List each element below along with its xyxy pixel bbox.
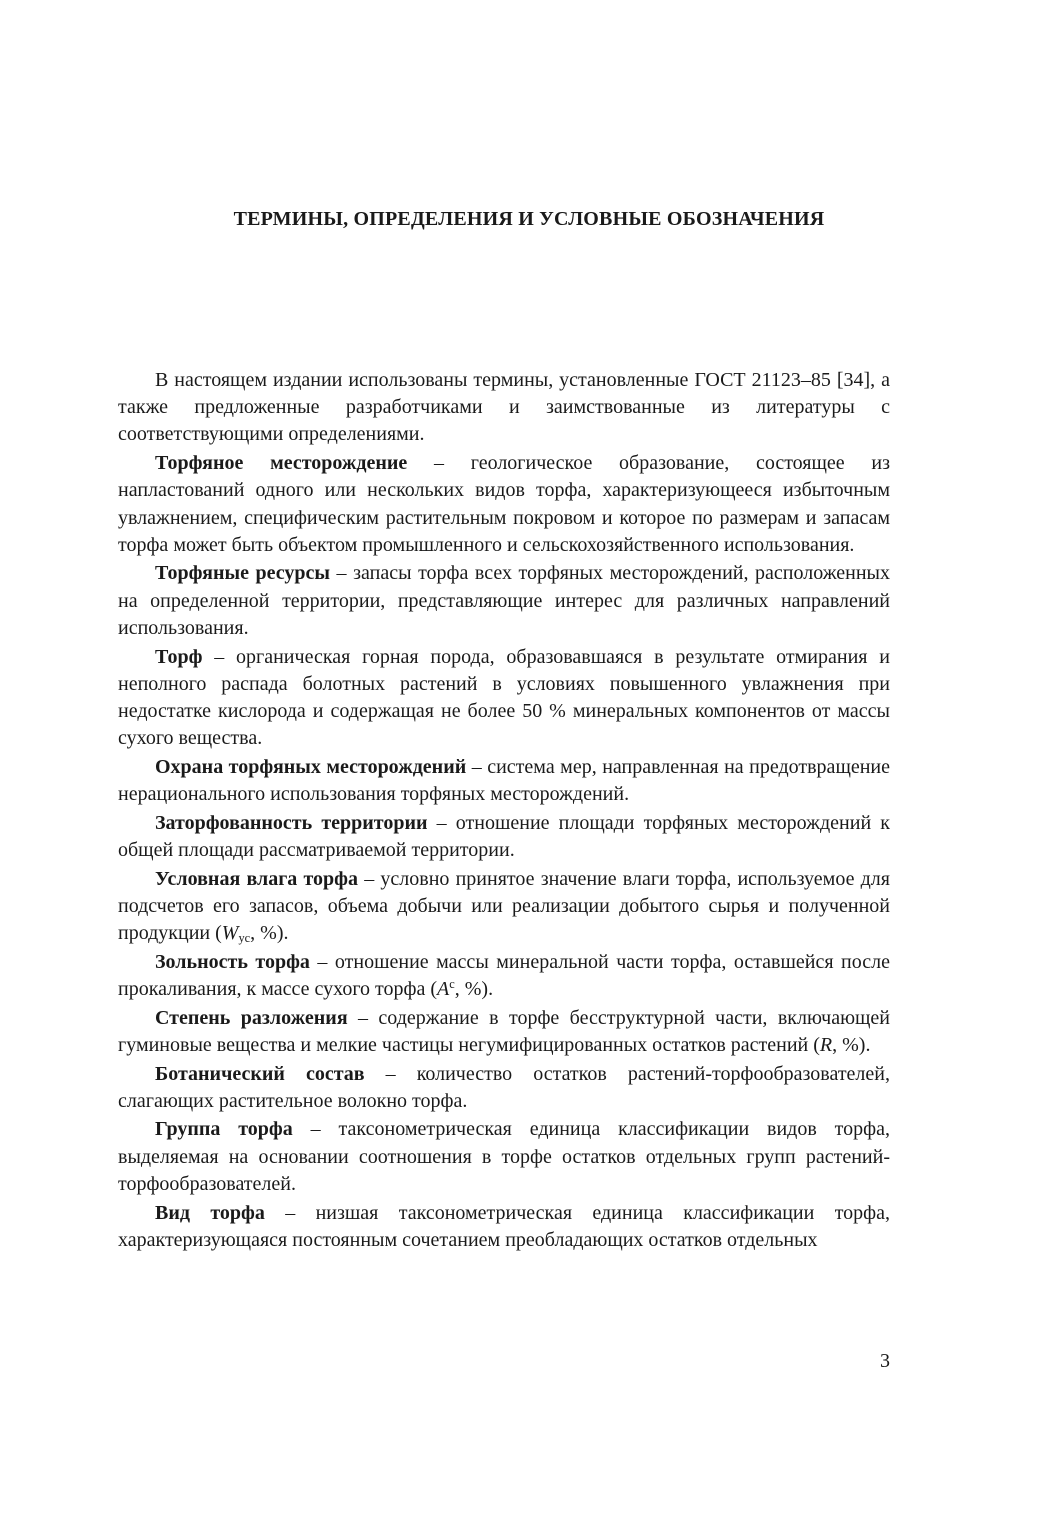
definition-term: Торфяные ресурсы <box>155 562 330 585</box>
definition-symbol: A <box>437 977 450 1000</box>
definition-symbol-superscript: c <box>449 977 455 992</box>
definition-term: Группа торфа <box>155 1118 293 1141</box>
definition-term: Торфяное месторождение <box>155 452 408 475</box>
definition-paragraph <box>118 560 890 642</box>
definition-paragraph <box>118 1061 890 1115</box>
definition-term: Охрана торфяных месторождений <box>155 755 467 778</box>
definition-text: – таксонометрическая единица классификации видов торфа, выделяемая на основании соотношения в торфе остатков отдельных групп растений-торфообразователей. <box>118 1118 890 1195</box>
page-title: ТЕРМИНЫ, ОПРЕДЕЛЕНИЯ И УСЛОВНЫЕ ОБОЗНАЧЕНИЯ <box>233 208 825 230</box>
definition-text: – органическая горная порода, образовавшаяся в результате отмирания и неполного распада болотных растений в условиях повышенного увлажнения при недостатке кислорода и содержащая не более 50 % минеральных компонентов от массы сухого вещества. <box>118 645 890 750</box>
definition-paragraph <box>118 754 890 808</box>
definition-text: – низшая таксонометрическая единица классификации торфа, характеризующаяся постоянным сочетанием преобладающих остатков отдельных <box>118 1201 890 1251</box>
definition-term: Вид торфа <box>155 1201 265 1224</box>
definition-paragraph <box>118 1116 890 1198</box>
definition-paragraph <box>118 1005 890 1059</box>
definition-term: Заторфованность территории <box>155 811 428 834</box>
intro-paragraph: В настоящем издании использованы термины, установленные ГОСТ 21123–85 [34], а также предложенные разработчиками и заимствованные из литературы с соответствующими определениями. <box>118 369 890 446</box>
definition-paragraph <box>118 866 890 948</box>
definition-paragraph <box>118 644 890 753</box>
definition-symbol: W <box>221 922 239 945</box>
definition-text: – количество остатков растений-торфообразователей, слагающих растительное волокно торфа. <box>118 1062 890 1112</box>
definition-term: Зольность торфа <box>155 950 310 973</box>
definition-text: – отношение массы минеральной части торфа, оставшейся после прокаливания, к массе сухого торфа ( <box>118 950 890 1000</box>
definition-term: Торф <box>155 645 203 668</box>
definition-paragraph <box>118 450 890 559</box>
definition-text-end: , %). <box>250 922 289 945</box>
definition-symbol: R <box>819 1033 833 1056</box>
definition-term: Степень разложения <box>155 1006 348 1029</box>
definition-symbol-subscript: ус <box>238 931 251 946</box>
definition-paragraph <box>118 1200 890 1254</box>
page-number: 3 <box>880 1350 890 1372</box>
definition-text-end: , %). <box>832 1033 871 1056</box>
definition-text: – содержание в торфе бесструктурной части, включающей гуминовые вещества и мелкие частицы негумифицированных остатков растений ( <box>118 1006 890 1056</box>
definition-paragraph <box>118 810 890 864</box>
definition-text: – условно принятое значение влаги торфа, используемое для подсчетов его запасов, объема добычи или реализации добытого сырья и полученной продукции ( <box>118 867 890 945</box>
body-text <box>118 367 890 1256</box>
definition-term: Ботанический состав <box>155 1062 365 1085</box>
definition-text: – геологическое образование, состоящее из напластований одного или нескольких видов торфа, характеризующееся избыточным увлажнением, специфическим растительным покровом и которое по размерам и запасам торфа может быть объектом промышленного и сельскохозяйственного использования. <box>118 452 890 556</box>
definition-term: Условная влага торфа <box>155 867 359 890</box>
definition-paragraph <box>118 949 890 1003</box>
definition-text-end: , %). <box>454 977 494 1000</box>
definition-text: – запасы торфа всех торфяных месторождений, расположенных на определенной территории, представляющие интерес для различных направлений использования. <box>118 562 890 639</box>
definition-text: – система мер, направленная на предотвращение нерационального использования торфяных месторождений. <box>118 755 890 806</box>
definition-text: – отношение площади торфяных месторождений к общей площади рассматриваемой территории. <box>118 811 890 861</box>
